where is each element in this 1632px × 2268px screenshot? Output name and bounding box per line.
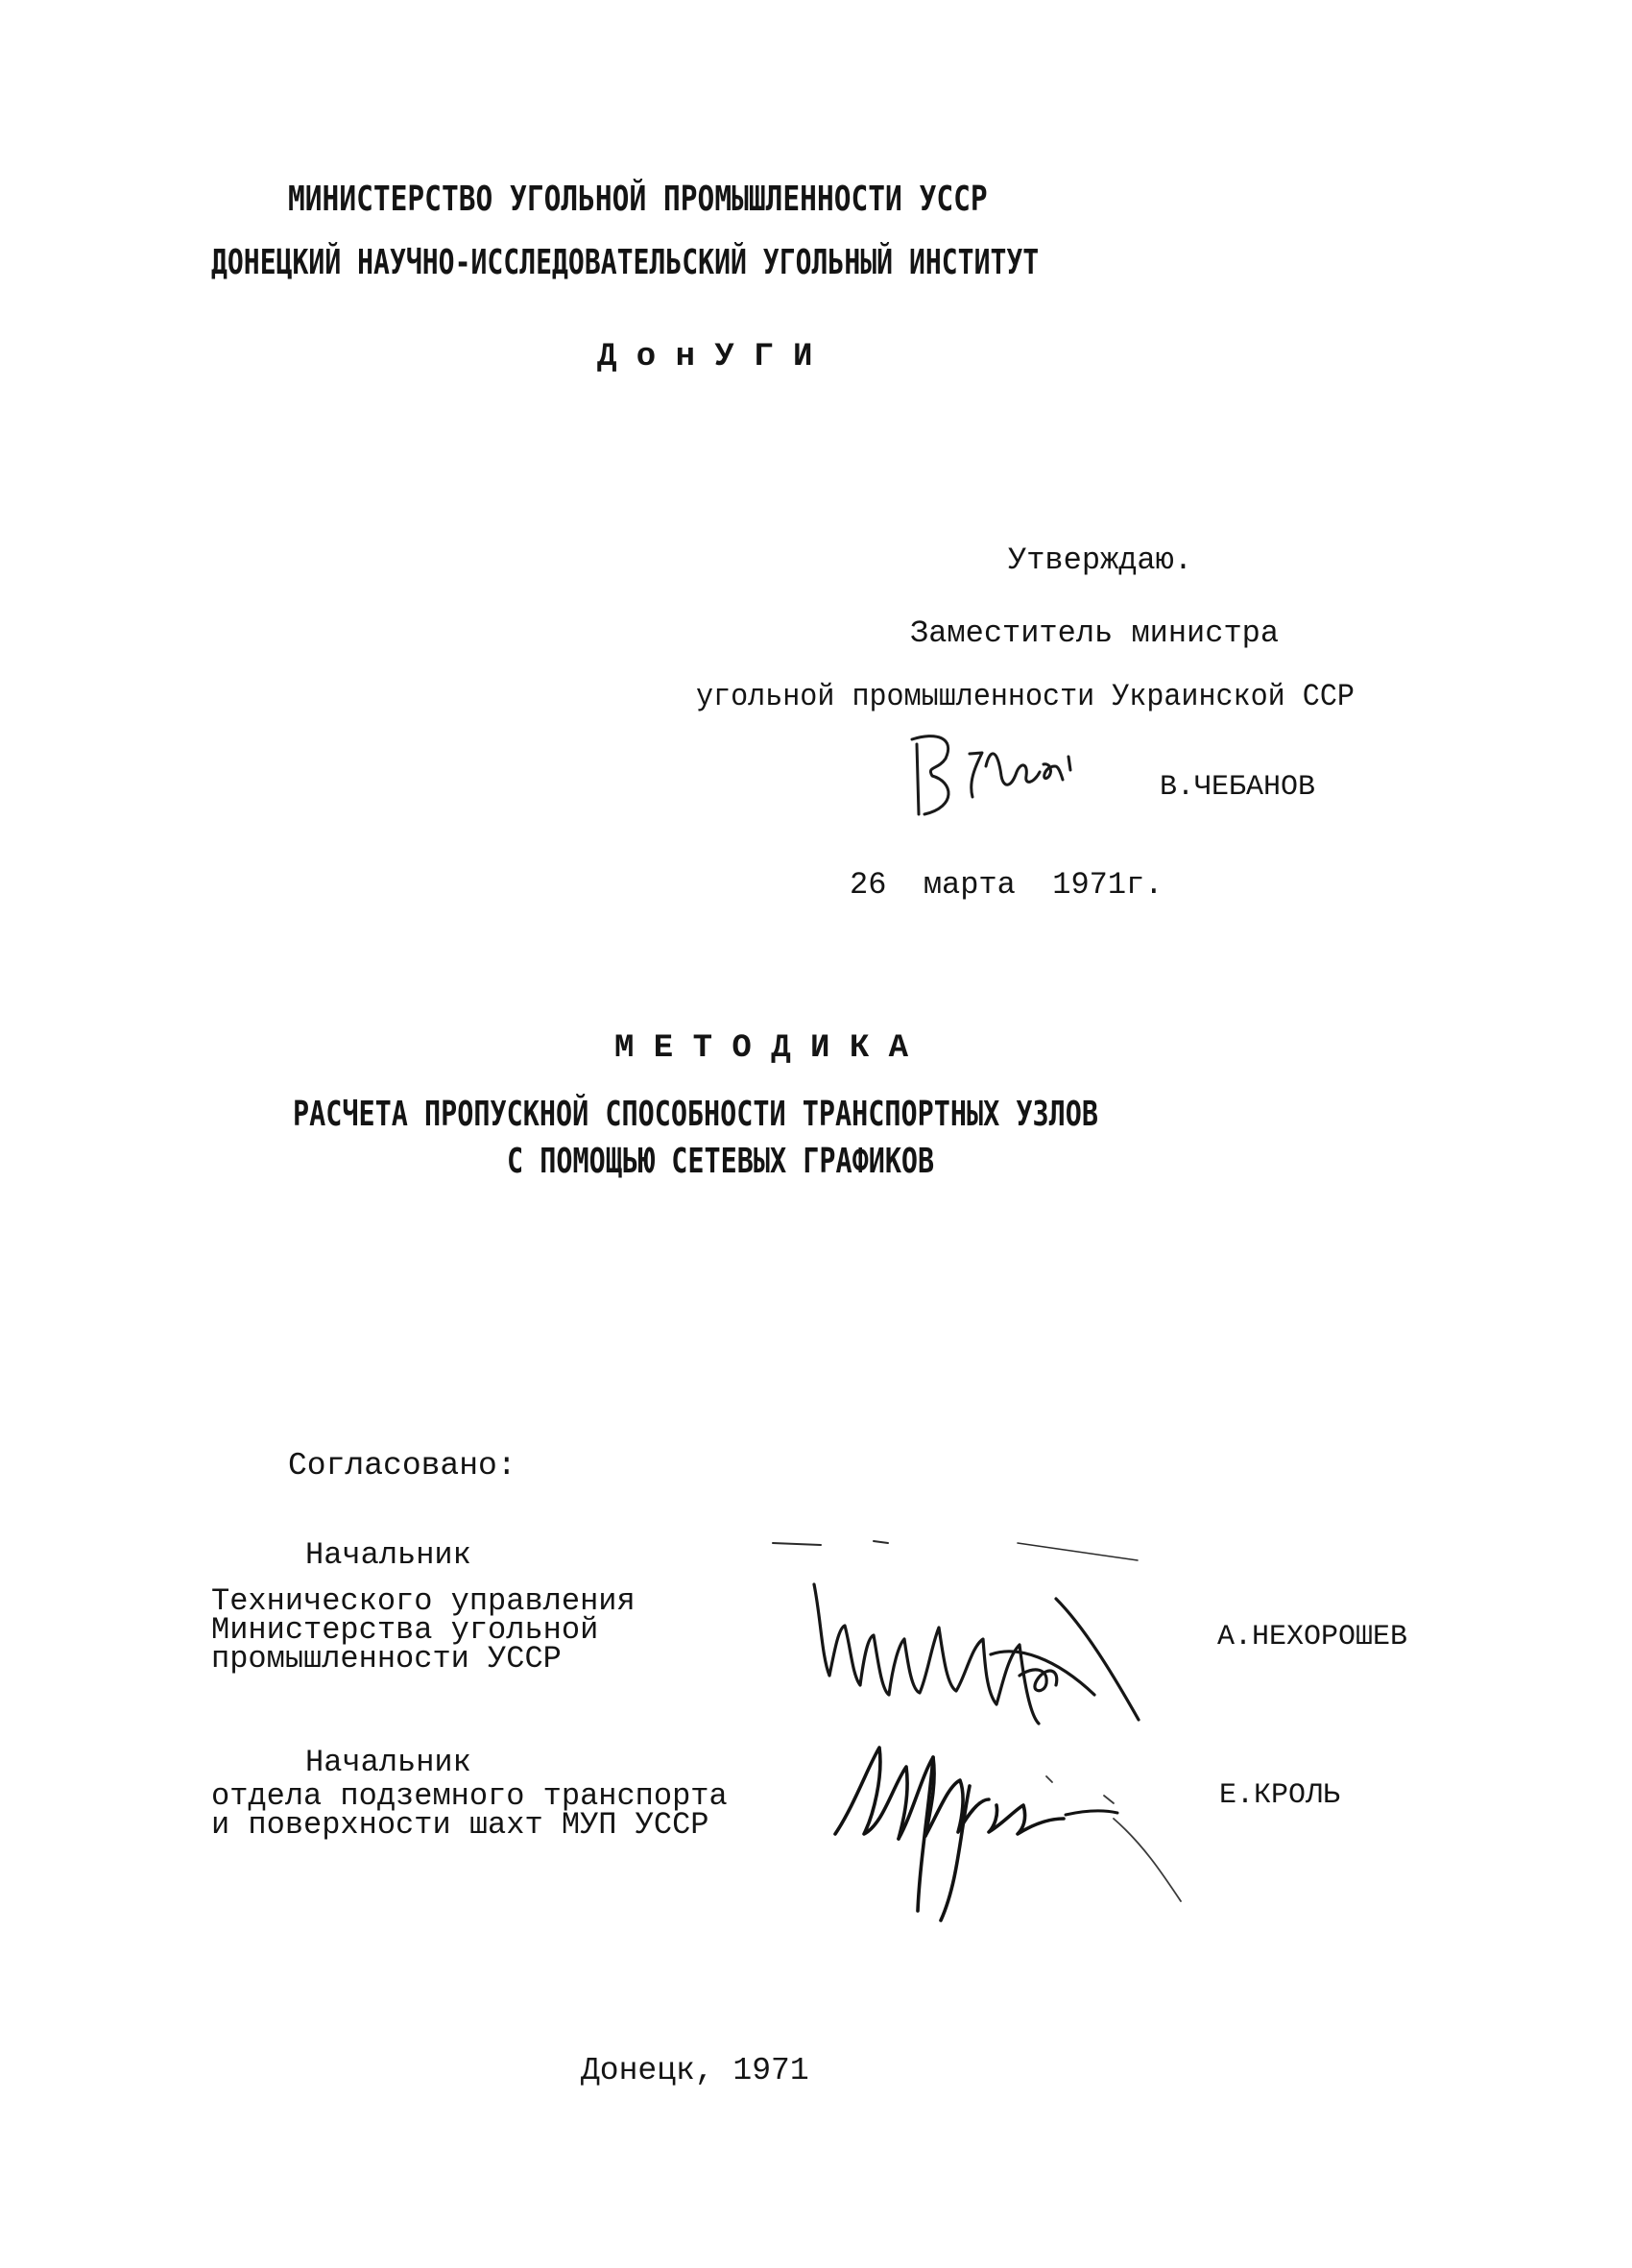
approval-signatory-name: В.ЧЕБАНОВ xyxy=(1160,771,1316,804)
agreement-entry-2-org-line1: отдела подземного транспорта xyxy=(211,1778,728,1814)
agreement-entry-1-title: Начальник xyxy=(305,1537,471,1573)
institute-abbreviation: Д о н У Г И xyxy=(597,339,813,375)
agreement-entry-2-title: Начальник xyxy=(305,1745,471,1780)
approval-position-line2: угольной промышленности Украинской ССР xyxy=(696,679,1355,714)
document-subtitle-line1: РАСЧЕТА ПРОПУСКНОЙ СПОСОБНОСТИ ТРАНСПОРТНЫХ УЗЛОВ xyxy=(293,1095,1099,1134)
agreement-entry-1-org-line2: Министерства угольной xyxy=(211,1612,599,1648)
agreement-entry-1-name: А.НЕХОРОШЕВ xyxy=(1217,1621,1408,1653)
ministry-heading: МИНИСТЕРСТВО УГОЛЬНОЙ ПРОМЫШЛЕННОСТИ УССР xyxy=(288,180,988,219)
agreement-entry-2-signature xyxy=(826,1719,1248,1930)
agreement-heading: Согласовано: xyxy=(288,1448,516,1484)
document-subtitle-line2: С ПОМОЩЬЮ СЕТЕВЫХ ГРАФИКОВ xyxy=(507,1142,935,1181)
approval-date: 26 марта 1971г. xyxy=(850,867,1164,903)
agreement-entry-2-org-line2: и поверхности шахт МУП УССР xyxy=(211,1807,709,1843)
approval-position-line1: Заместитель министра xyxy=(910,615,1280,651)
agreement-entry-2-name: Е.КРОЛЬ xyxy=(1219,1779,1341,1812)
approval-signature xyxy=(898,730,1128,826)
agreement-entry-1-org-line3: промышленности УССР xyxy=(211,1641,562,1677)
approval-word: Утверждаю. xyxy=(1008,543,1193,578)
place-and-year: Донецк, 1971 xyxy=(581,2053,809,2088)
institute-heading: ДОНЕЦКИЙ НАУЧНО-ИССЛЕДОВАТЕЛЬСКИЙ УГОЛЬНЫЙ ИНСТИТУТ xyxy=(211,243,1040,282)
document-title: М Е Т О Д И К А xyxy=(614,1030,909,1067)
agreement-entry-1-org-line1: Технического управления xyxy=(211,1583,636,1619)
